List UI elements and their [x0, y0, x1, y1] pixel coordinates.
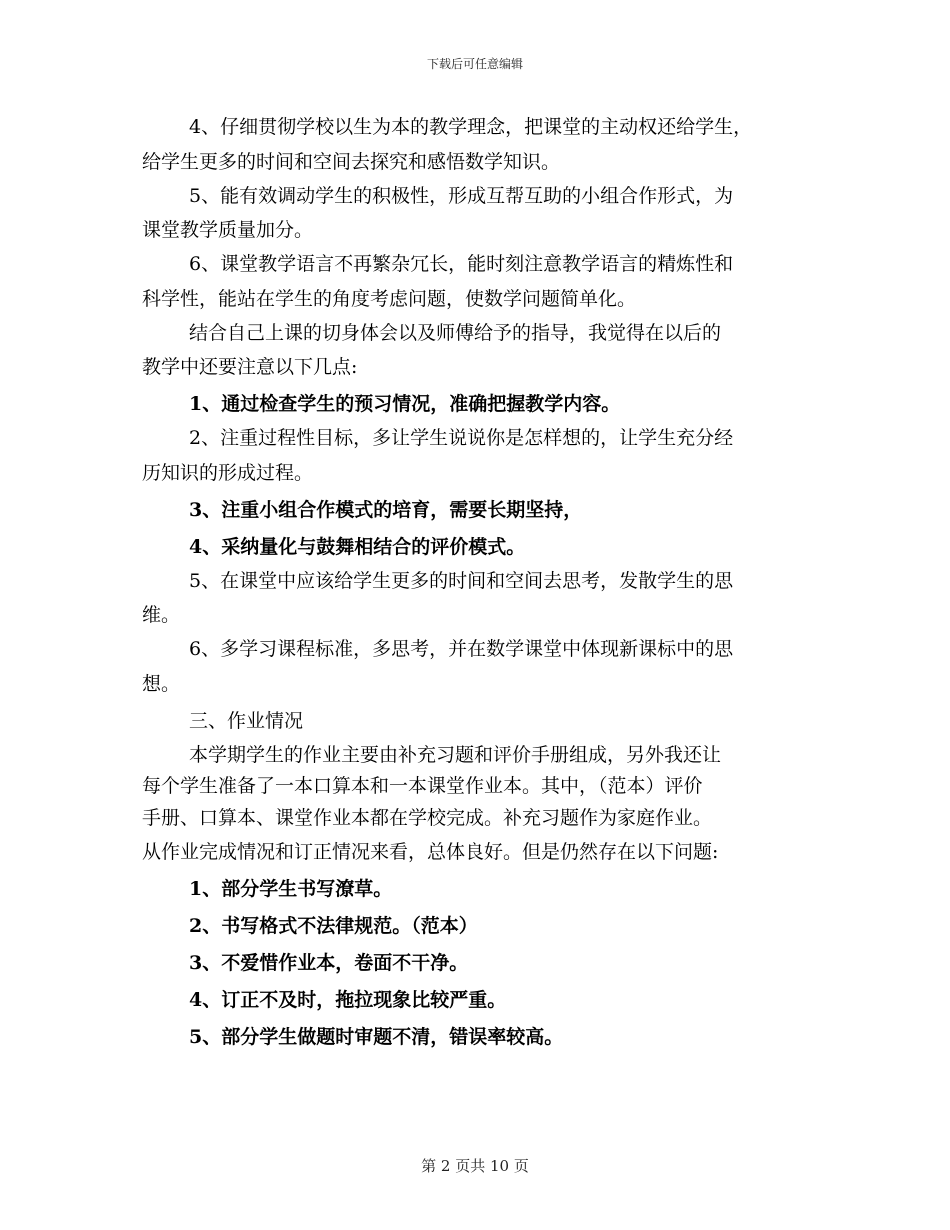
- list-item-line: 维。: [142, 604, 181, 626]
- paragraph-line: 手册、口算本、课堂作业本都在学校完成。补充习题作为家庭作业。: [142, 806, 713, 829]
- paragraph-line: 5、能有效调动学生的积极性，形成互帮互助的小组合作形式，为: [189, 184, 734, 207]
- paragraph-line: 从作业完成情况和订正情况来看，总体良好。但是仍然存在以下问题:: [142, 841, 719, 863]
- paragraph-line: 每个学生准备了一本口算本和一本课堂作业本。其中，（范本）评价: [142, 775, 703, 797]
- list-item-line: 6、多学习课程标准，多思考，并在数学课堂中体现新课标中的思: [189, 638, 734, 660]
- paragraph-line: 本学期学生的作业主要由补充习题和评价手册组成，另外我还让: [189, 743, 722, 766]
- bold-list-item: 1、部分学生书写潦草。: [189, 878, 393, 900]
- section-heading: 三、作业情况: [189, 709, 304, 732]
- document-body: [142, 112, 822, 1056]
- page-header: 下载后可任意编辑: [426, 57, 523, 71]
- paragraph-line: 课堂教学质量加分。: [142, 219, 314, 241]
- paragraph-line: 给学生更多的时间和空间去探究和感悟数学知识。: [142, 150, 561, 173]
- bold-list-item: 4、采纳量化与鼓舞相结合的评价模式。: [189, 535, 526, 558]
- bold-list-item: 2、书写格式不法律规范。（范本）: [189, 915, 478, 937]
- paragraph-line: 6、课堂教学语言不再繁杂冗长，能时刻注意教学语言的精炼性和: [189, 253, 734, 275]
- bold-list-item: 4、订正不及时，拖拉现象比较严重。: [189, 989, 507, 1011]
- list-item-line: 2、注重过程性目标，多让学生说说你是怎样想的，让学生充分经: [189, 427, 734, 449]
- paragraph-line: 结合自己上课的切身体会以及师傅给予的指导，我觉得在以后的: [189, 321, 722, 344]
- bold-list-item: 5、部分学生做题时审题不清，错误率较高。: [189, 1026, 564, 1048]
- list-item-line: 想。: [142, 672, 181, 695]
- bold-list-item: 1、通过检查学生的预习情况，准确把握教学内容。: [189, 393, 621, 415]
- paragraph-line: 教学中还要注意以下几点:: [142, 356, 358, 378]
- list-item-line: 历知识的形成过程。: [142, 461, 314, 484]
- paragraph-line: 4、仔细贯彻学校以生为本的教学理念，把课堂的主动权还给学生，: [189, 116, 753, 138]
- list-item-line: 5、在课堂中应该给学生更多的时间和空间去思考，发散学生的思: [189, 569, 734, 592]
- bold-list-item: 3、不爱惜作业本，卷面不干净。: [189, 952, 469, 974]
- page-footer: 第 2 页共 10 页: [421, 1157, 529, 1175]
- paragraph-line: 科学性，能站在学生的角度考虑问题，使数学问题简单化。: [142, 287, 637, 310]
- bold-list-item: 3、注重小组合作模式的培育，需要长期坚持，: [189, 498, 583, 521]
